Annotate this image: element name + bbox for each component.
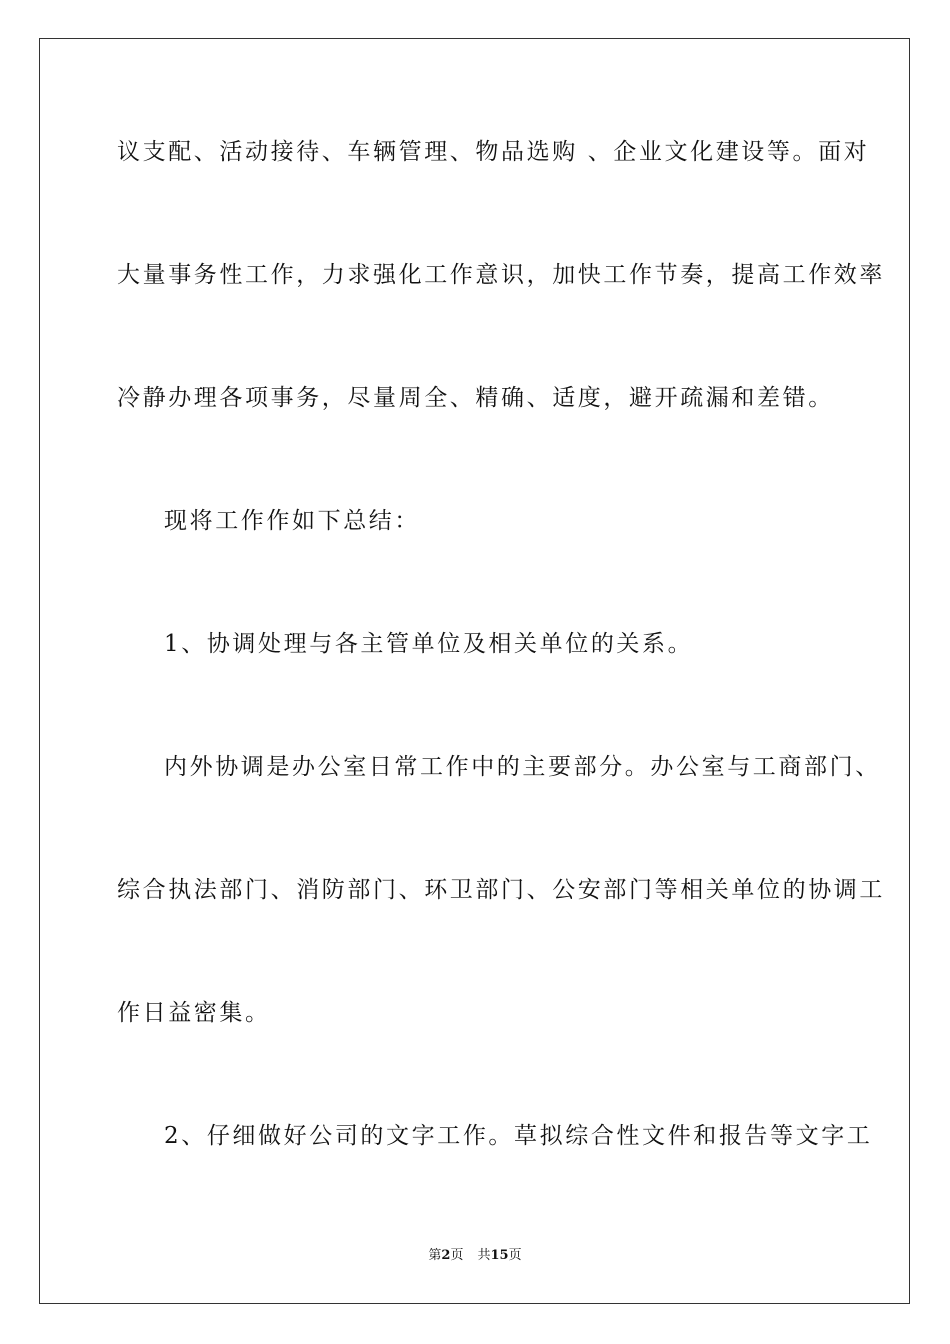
text-line-4: 现将工作作如下总结： <box>164 508 420 534</box>
text-line-7: 综合执法部门、消防部门、环卫部门、公安部门等相关单位的协调工 <box>117 877 885 903</box>
text-line-8: 作日益密集。 <box>117 1000 271 1026</box>
page-suffix: 页 <box>450 1248 464 1263</box>
text-line-1: 议支配、活动接待、车辆管理、物品选购 、企业文化建设等。面对 <box>117 139 870 165</box>
text-line-5: 1、协调处理与各主管单位及相关单位的关系。 <box>164 631 694 657</box>
page-prefix: 第 <box>428 1248 442 1263</box>
text-line-3: 冷静办理各项事务，尽量周全、精确、适度，避开疏漏和差错。 <box>117 385 834 411</box>
page-footer <box>0 1247 950 1265</box>
text-line-6: 内外协调是办公室日常工作中的主要部分。办公室与工商部门、 <box>164 754 881 780</box>
text-line-9: 2、仔细做好公司的文字工作。草拟综合性文件和报告等文字工 <box>164 1123 873 1149</box>
total-suffix: 页 <box>508 1248 522 1263</box>
page-border <box>39 38 910 1304</box>
total-prefix: 共 <box>477 1248 491 1263</box>
total-pages: 15 <box>490 1248 509 1263</box>
page-number: 2 <box>441 1248 451 1263</box>
text-line-2: 大量事务性工作，力求强化工作意识，加快工作节奏，提高工作效率 <box>117 262 885 288</box>
